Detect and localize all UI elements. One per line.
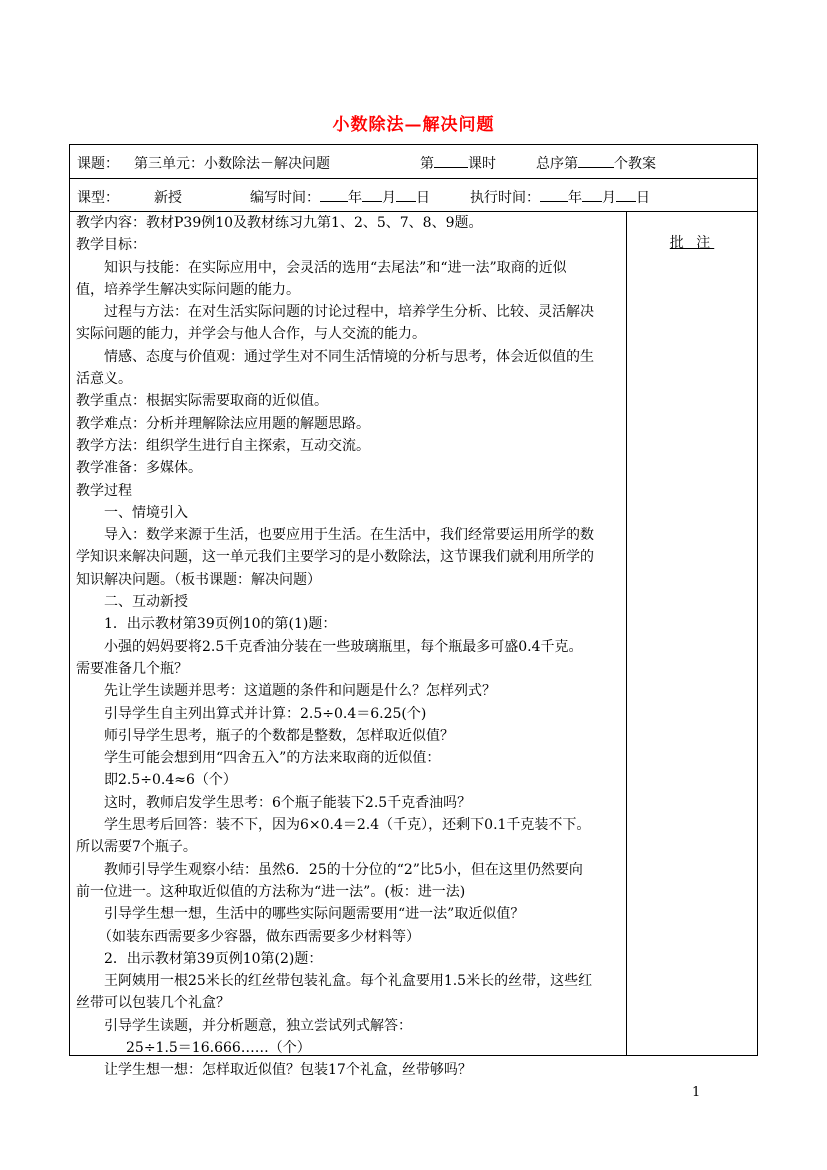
content-line: 教学重点：根据实际需要取商的近似值。 xyxy=(76,393,328,410)
write-time-field xyxy=(250,187,430,207)
content-line: 活意义。 xyxy=(76,371,132,388)
page-number: 1 xyxy=(692,1085,701,1100)
content-line: 所以需要7个瓶子。 xyxy=(76,839,197,856)
content-line: 教学难点：分析并理解除法应用题的解题思路。 xyxy=(76,415,370,432)
header-row-lesson xyxy=(70,145,757,179)
content-line: 情感、态度与价值观：通过学生对不同生活情境的分析与思考，体会近似值的生 xyxy=(104,348,594,365)
exec-year-label: 年 xyxy=(568,190,582,206)
notes-cell xyxy=(627,212,757,1055)
write-year-blank xyxy=(320,187,348,202)
lesson-content-cell xyxy=(70,212,627,1079)
lesson-label: 课题： xyxy=(77,156,119,172)
content-line: 知识解决问题。（板书课题：解决问题） xyxy=(76,571,321,588)
content-line: 1．出示教材第39页例10的第(1)题： xyxy=(104,616,337,633)
content-line: 这时，教师启发学生思考：6个瓶子能装下2.5千克香油吗？ xyxy=(104,794,472,811)
type-value: 新授 xyxy=(154,190,182,206)
content-line: 让学生想一想：怎样取近似值？包装17个礼盒，丝带够吗？ xyxy=(104,1062,472,1079)
total-prefix: 总序第 xyxy=(536,156,578,172)
content-line: 教学目标： xyxy=(76,237,146,254)
exec-month-blank xyxy=(582,187,602,202)
period-prefix: 第 xyxy=(420,156,434,172)
exec-time-field xyxy=(470,187,650,207)
content-line: 教师引导学生观察小结：虽然6．25的十分位的“2”比5小，但在这里仍然要向 xyxy=(104,861,583,878)
lesson-plan-table xyxy=(69,144,758,1079)
content-line: 25÷1.5＝16.666……（个） xyxy=(126,1039,311,1056)
period-field xyxy=(420,153,496,173)
content-line: 二、互动新授 xyxy=(104,594,188,611)
content-line: 引导学生读题，并分析题意，独立尝试列式解答： xyxy=(104,1017,412,1034)
lesson-value: 第三单元：小数除法－解决问题 xyxy=(134,156,330,172)
content-line: （如装东西需要多少容器，做东西需要多少材料等） xyxy=(98,928,420,945)
content-line: 师引导学生思考，瓶子的个数都是整数，怎样取近似值？ xyxy=(104,727,454,744)
exec-year-blank xyxy=(540,187,568,202)
content-line: 王阿姨用一根25米长的红丝带包装礼盒。每个礼盒要用1.5米长的丝带，这些红 xyxy=(104,973,593,990)
content-line: 即2.5÷0.4≈6（个） xyxy=(104,772,237,789)
total-suffix: 个教案 xyxy=(614,156,656,172)
content-line: 实际问题的能力，并学会与他人合作，与人交流的能力。 xyxy=(76,326,426,343)
exec-month-label: 月 xyxy=(602,190,616,206)
content-line: 学知识来解决问题，这一单元我们主要学习的是小数除法，这节课我们就利用所学的 xyxy=(76,549,594,566)
content-line: 学生可能会想到用“四舍五入”的方法来取商的近似值： xyxy=(104,750,441,767)
total-blank xyxy=(578,153,614,168)
content-line: 值，培养学生解决实际问题的能力。 xyxy=(76,281,300,298)
content-line: 引导学生想一想，生活中的哪些实际问题需要用“进一法”取近似值？ xyxy=(104,906,525,923)
content-line: 过程与方法：在对生活实际问题的讨论过程中，培养学生分析、比较、灵活解决 xyxy=(104,304,594,321)
header-row-type xyxy=(70,179,757,212)
content-line: 需要准备几个瓶？ xyxy=(76,660,188,677)
content-line: 2．出示教材第39页例10第(2)题： xyxy=(104,950,323,967)
content-line: 教学内容：教材P39例10及教材练习九第1、2、5、7、8、9题。 xyxy=(76,215,483,231)
content-line: 引导学生自主列出算式并计算：2.5÷0.4＝6.25(个) xyxy=(104,705,427,722)
write-day-label: 日 xyxy=(416,190,430,206)
content-line: 教学方法：组织学生进行自主探索，互动交流。 xyxy=(76,437,370,454)
content-line: 一、情境引入 xyxy=(104,504,188,521)
period-suffix: 课时 xyxy=(468,156,496,172)
exec-day-label: 日 xyxy=(636,190,650,206)
content-line: 先让学生读题并思考：这道题的条件和问题是什么？怎样列式？ xyxy=(104,683,496,700)
period-blank xyxy=(434,153,468,168)
content-line: 导入：数学来源于生活，也要应用于生活。在生活中，我们经常要运用所学的数 xyxy=(104,527,594,544)
write-time-label: 编写时间： xyxy=(250,190,320,206)
document-title: 小数除法—解决问题 xyxy=(332,115,495,135)
write-day-blank xyxy=(396,187,416,202)
content-line: 小强的妈妈要将2.5千克香油分装在一些玻璃瓶里，每个瓶最多可盛0.4千克。 xyxy=(104,638,583,655)
content-line: 教学过程 xyxy=(76,482,132,499)
content-line: 教学准备：多媒体。 xyxy=(76,460,202,477)
content-line: 知识与技能：在实际应用中，会灵活的选用“去尾法”和“进一法”取商的近似 xyxy=(104,259,567,276)
content-line: 前一位进一。这种取近似值的方法称为“进一法”。(板：进一法) xyxy=(76,883,466,900)
type-label: 课型： xyxy=(77,190,119,206)
total-field xyxy=(536,153,656,173)
exec-day-blank xyxy=(616,187,636,202)
content-line: 学生思考后回答：装不下，因为6×0.4＝2.4（千克），还剩下0.1千克装不下。 xyxy=(104,817,591,834)
notes-label: 批 注 xyxy=(669,235,715,251)
write-month-blank xyxy=(362,187,382,202)
content-line: 丝带可以包装几个礼盒？ xyxy=(76,995,230,1012)
write-month-label: 月 xyxy=(382,190,396,206)
exec-time-label: 执行时间： xyxy=(470,190,540,206)
write-year-label: 年 xyxy=(348,190,362,206)
lesson-content xyxy=(76,212,622,1082)
